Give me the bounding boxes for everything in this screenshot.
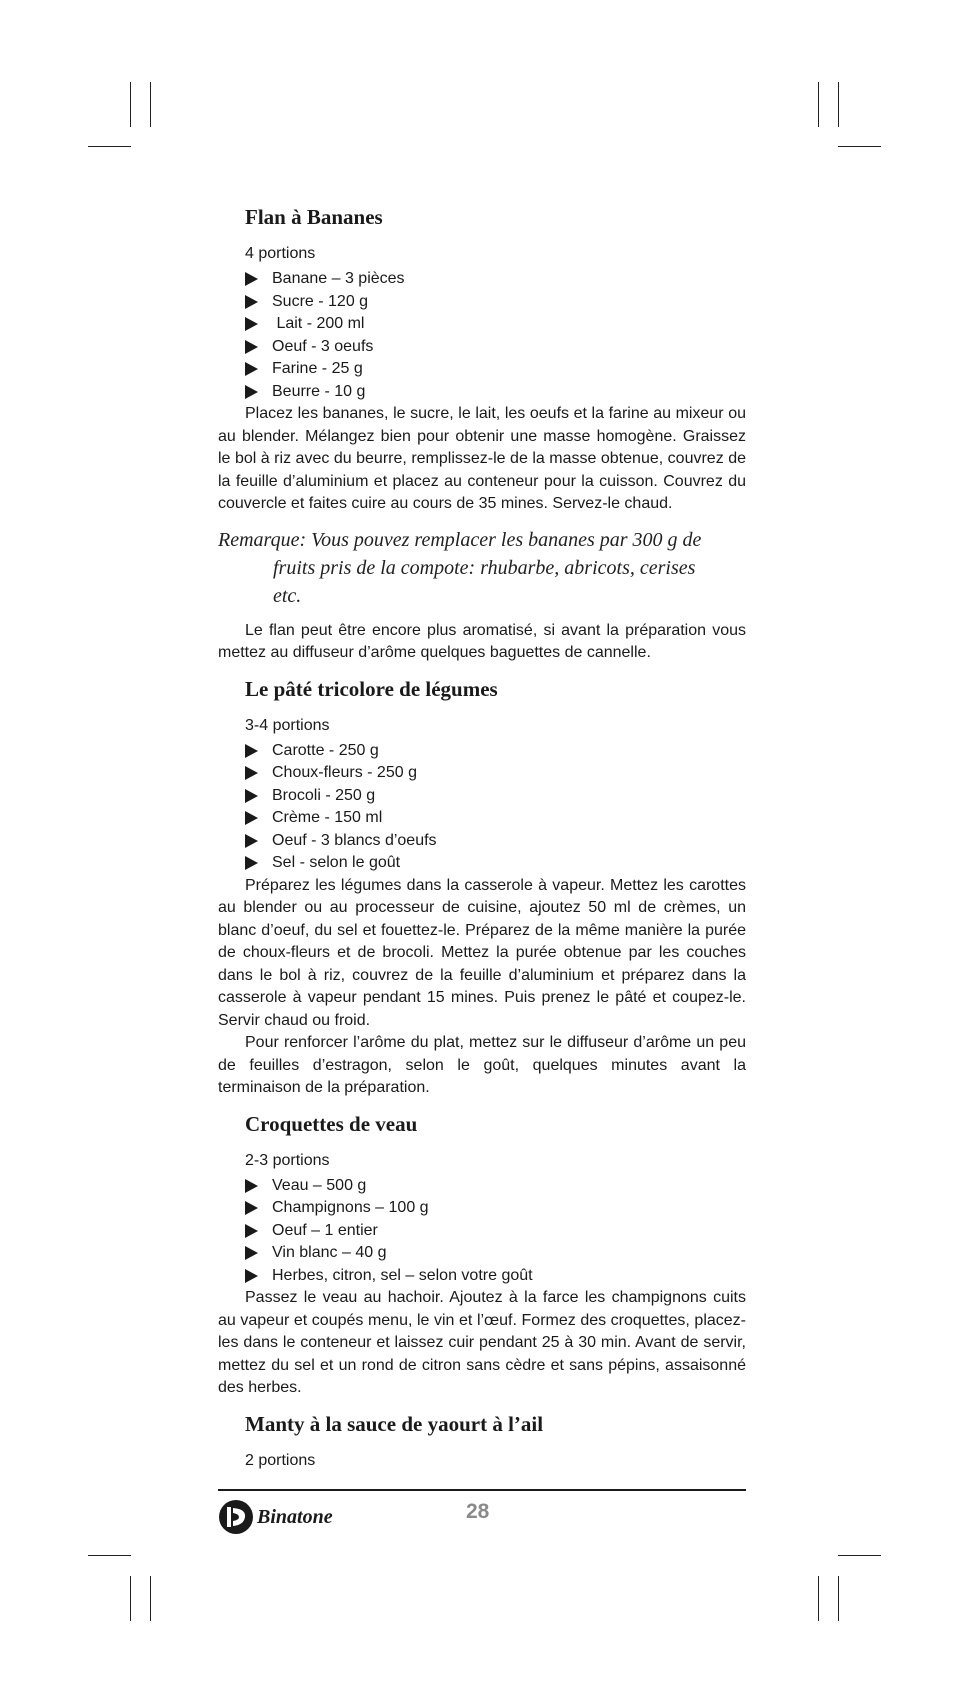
ingredient-text: Veau – 500 g [272, 1176, 367, 1194]
list-item [245, 1175, 746, 1198]
spacer [218, 665, 746, 677]
instructions-paragraph: Préparez les légumes dans la casserole à vapeur. Mettez les carottes au blender ou au processeur de cuisine, ajoutez 50 ml de crèmes, un blanc d’oeuf, du sel et fouettez-le. Préparez de la même manière la purée de choux-fleurs et de brocoli. Mettez la purée obtenue par les couches dans le bol à riz, couvrez de la feuille d’aluminium et préparez dans la casserole à vapeur pendant 15 mines. Puis prenez le pâté et coupez-le. Servir chaud ou froid. [218, 876, 746, 1029]
crop-mark-bottom-right-h [838, 1555, 881, 1556]
triangle-bullet-icon [245, 1269, 258, 1283]
triangle-bullet-icon [245, 295, 258, 309]
crop-mark-bottom-left-v1 [130, 1576, 131, 1621]
crop-mark-bottom-left-v2 [150, 1576, 151, 1621]
triangle-bullet-icon [245, 1179, 258, 1193]
list-item [245, 807, 746, 830]
instructions-paragraph: Placez les bananes, le sucre, le lait, les oeufs et la farine au mixeur ou au blender. Mélangez bien pour obtenir une masse homogène. Graissez le bol à riz avec du beurre, remplissez-le de la masse obtenue, couvrez de la feuille d’aluminium et placez au conteneur pour la cuisson. Couvrez du couvercle et faites cuire au cours de 35 mines. Servez-le chaud. [218, 405, 746, 512]
list-item [245, 291, 746, 314]
ingredient-text: Farine - 25 g [272, 360, 363, 377]
list-item [245, 358, 746, 381]
ingredient-text: Oeuf - 3 blancs d’oeufs [272, 831, 437, 849]
triangle-bullet-icon [245, 385, 258, 399]
ingredient-text: Oeuf – 1 entier [272, 1221, 378, 1239]
ingredient-text: Crème - 150 ml [272, 809, 383, 826]
instructions-paragraph: Pour renforcer l’arôme du plat, mettez sur le diffuseur d’arôme un peu de feuilles d’estragon, selon le goût, quelques minutes avant la terminaison de la préparation. [218, 1034, 746, 1096]
crop-mark-bottom-right-v1 [818, 1576, 819, 1621]
ingredient-text: Champignons – 100 g [272, 1199, 429, 1216]
crop-mark-top-right-h [838, 146, 881, 147]
ingredient-list [218, 268, 746, 403]
recipe-title: Croquettes de veau [245, 1111, 418, 1136]
triangle-bullet-icon [245, 856, 258, 870]
ingredient-list [218, 1175, 746, 1288]
recipe-flan-bananes [218, 205, 746, 665]
recipe-pate-tricolore [218, 677, 746, 1100]
list-item [245, 313, 746, 336]
page-content [218, 205, 746, 1475]
crop-mark-top-right-v1 [818, 82, 819, 127]
list-item [245, 762, 746, 785]
list-item [245, 852, 746, 875]
footer-divider [218, 1489, 746, 1491]
ingredient-text: Beurre - 10 g [272, 382, 366, 400]
recipe-portions: 2 portions [245, 1451, 316, 1469]
recipe-manty [218, 1412, 746, 1470]
list-item [245, 1242, 746, 1265]
list-item [245, 336, 746, 359]
triangle-bullet-icon [245, 340, 258, 354]
recipe-title: Le pâté tricolore de légumes [245, 676, 498, 701]
triangle-bullet-icon [245, 1201, 258, 1215]
binatone-logo-icon [218, 1499, 254, 1535]
ingredient-text: Sel - selon le goût [272, 854, 401, 871]
triangle-bullet-icon [245, 744, 258, 758]
ingredient-text: Sucre - 120 g [272, 292, 369, 310]
recipe-portions: 2-3 portions [245, 1151, 330, 1169]
recipe-portions: 3-4 portions [245, 716, 330, 734]
recipe-title: Flan à Bananes [245, 205, 383, 229]
triangle-bullet-icon [245, 1246, 258, 1260]
crop-mark-bottom-left-h [88, 1555, 131, 1556]
list-item [245, 785, 746, 808]
ingredient-list [218, 740, 746, 875]
crop-mark-top-left-v2 [150, 82, 151, 127]
brand-logo [218, 1499, 333, 1535]
ingredient-text: Lait - 200 ml [272, 315, 365, 332]
crop-mark-top-right-v2 [838, 82, 839, 127]
ingredient-text: Brocoli - 250 g [272, 786, 376, 804]
triangle-bullet-icon [245, 766, 258, 780]
recipe-title: Manty à la sauce de yaourt à l’ail [245, 1411, 544, 1436]
ingredient-text: Carotte - 250 g [272, 741, 379, 759]
list-item [245, 1220, 746, 1243]
tip-paragraph: Le flan peut être encore plus aromatisé, si avant la préparation vous mettez au diffuseur d’arôme quelques baguettes de cannelle. [218, 621, 746, 661]
ingredient-text: Herbes, citron, sel – selon votre goût [272, 1266, 533, 1284]
brand-name: Binatone [257, 1505, 333, 1528]
ingredient-text: Banane – 3 pièces [272, 270, 405, 287]
triangle-bullet-icon [245, 789, 258, 803]
list-item [245, 268, 746, 291]
triangle-bullet-icon [245, 272, 258, 286]
list-item [245, 830, 746, 853]
page-number: 28 [466, 1500, 490, 1523]
list-item [245, 1265, 746, 1288]
list-item [245, 381, 746, 404]
ingredient-text: Vin blanc – 40 g [272, 1244, 387, 1261]
triangle-bullet-icon [245, 834, 258, 848]
recipe-croquettes-veau [218, 1112, 746, 1400]
ingredient-text: Oeuf - 3 oeufs [272, 337, 374, 355]
instructions-paragraph: Passez le veau au hachoir. Ajoutez à la farce les champignons cuits au vapeur et coupés menu, le vin et l’œuf. Formez des croquettes, placez-les dans le conteneur et laissez cuir pendant 25 à 30 min. Avant de servir, mettez du sel et un rond de citron sans cèdre et sans pépins, assaisonné des herbes. [218, 1289, 746, 1396]
crop-mark-bottom-right-v2 [838, 1576, 839, 1621]
triangle-bullet-icon [245, 362, 258, 376]
triangle-bullet-icon [245, 1224, 258, 1238]
triangle-bullet-icon [245, 811, 258, 825]
spacer [218, 1400, 746, 1412]
spacer [218, 1100, 746, 1112]
ingredient-text: Choux-fleurs - 250 g [272, 764, 417, 781]
crop-mark-top-left-h [88, 146, 131, 147]
list-item [245, 740, 746, 763]
triangle-bullet-icon [245, 317, 258, 331]
recipe-portions: 4 portions [245, 245, 316, 262]
list-item [245, 1197, 746, 1220]
crop-mark-top-left-v1 [130, 82, 131, 127]
remark-note: Remarque: Vous pouvez remplacer les bananes par 300 g de fruits pris de la compote: rhubarbe, abricots, cerises etc. [218, 528, 702, 607]
